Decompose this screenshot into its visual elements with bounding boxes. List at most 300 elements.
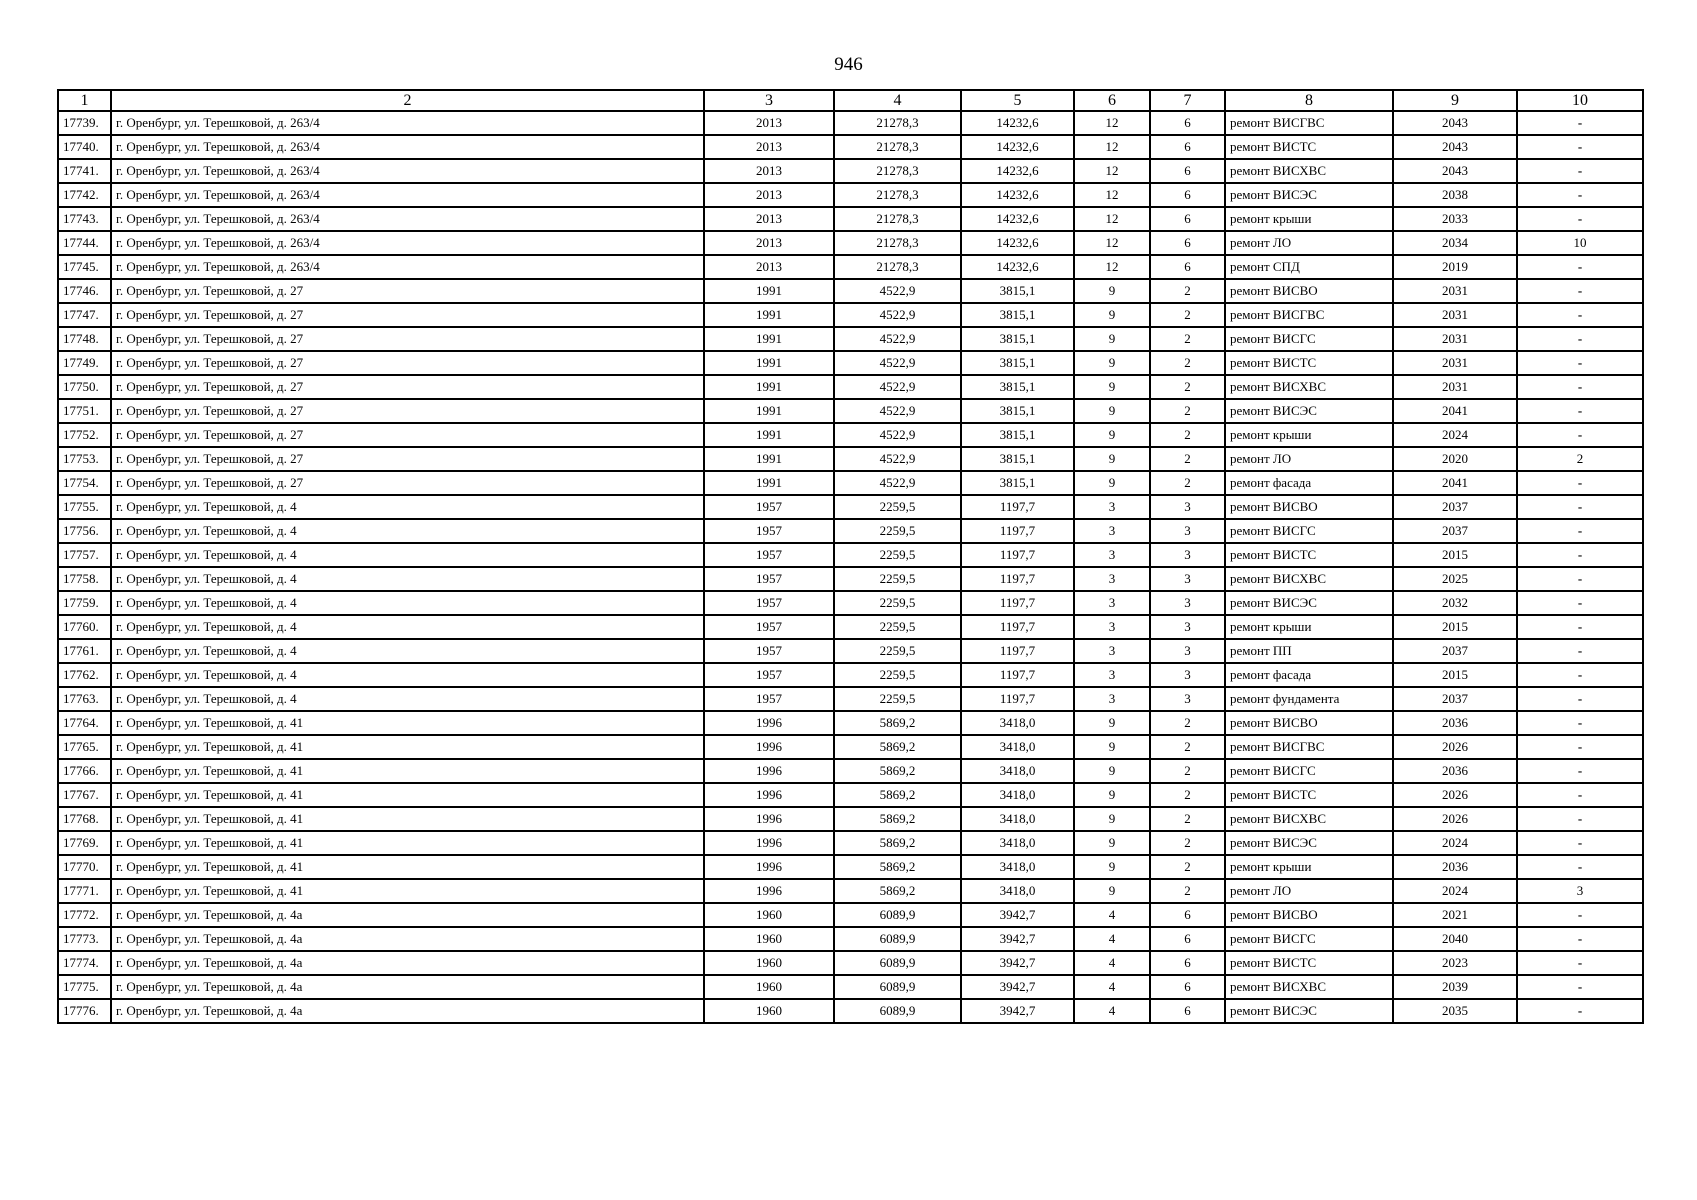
cell-year-built: 1960: [704, 927, 834, 951]
cell-extra: -: [1517, 783, 1643, 807]
cell-floors: 9: [1074, 711, 1150, 735]
cell-living-area: 1197,7: [961, 495, 1074, 519]
cell-living-area: 1197,7: [961, 567, 1074, 591]
cell-living-area: 3942,7: [961, 951, 1074, 975]
cell-extra: -: [1517, 687, 1643, 711]
cell-planned-year: 2026: [1393, 735, 1517, 759]
cell-entrances: 3: [1150, 639, 1225, 663]
cell-living-area: 3815,1: [961, 303, 1074, 327]
cell-address: г. Оренбург, ул. Терешковой, д. 41: [111, 879, 704, 903]
table-row: [58, 663, 1643, 687]
cell-row-number: 17771.: [58, 879, 111, 903]
column-header: 1: [58, 90, 111, 111]
table-row: [58, 231, 1643, 255]
cell-year-built: 1996: [704, 783, 834, 807]
cell-living-area: 1197,7: [961, 591, 1074, 615]
cell-living-area: 3418,0: [961, 759, 1074, 783]
cell-floors: 3: [1074, 519, 1150, 543]
cell-year-built: 1991: [704, 327, 834, 351]
cell-year-built: 2013: [704, 111, 834, 135]
cell-year-built: 2013: [704, 159, 834, 183]
cell-floors: 3: [1074, 543, 1150, 567]
cell-extra: -: [1517, 399, 1643, 423]
table-row: [58, 447, 1643, 471]
cell-living-area: 3942,7: [961, 999, 1074, 1023]
cell-year-built: 1957: [704, 639, 834, 663]
cell-row-number: 17774.: [58, 951, 111, 975]
cell-planned-year: 2023: [1393, 951, 1517, 975]
column-header: 3: [704, 90, 834, 111]
cell-total-area: 5869,2: [834, 783, 961, 807]
cell-planned-year: 2036: [1393, 711, 1517, 735]
table-row: [58, 303, 1643, 327]
table-row: [58, 207, 1643, 231]
cell-year-built: 1960: [704, 903, 834, 927]
cell-year-built: 1957: [704, 615, 834, 639]
cell-row-number: 17763.: [58, 687, 111, 711]
cell-floors: 9: [1074, 783, 1150, 807]
cell-year-built: 1991: [704, 447, 834, 471]
cell-year-built: 1957: [704, 663, 834, 687]
cell-address: г. Оренбург, ул. Терешковой, д. 27: [111, 327, 704, 351]
cell-address: г. Оренбург, ул. Терешковой, д. 4: [111, 687, 704, 711]
cell-total-area: 4522,9: [834, 375, 961, 399]
cell-entrances: 6: [1150, 951, 1225, 975]
cell-planned-year: 2024: [1393, 831, 1517, 855]
cell-row-number: 17745.: [58, 255, 111, 279]
cell-floors: 9: [1074, 351, 1150, 375]
table-row: [58, 951, 1643, 975]
header-row: [58, 90, 1643, 111]
cell-floors: 9: [1074, 471, 1150, 495]
cell-row-number: 17757.: [58, 543, 111, 567]
cell-floors: 9: [1074, 855, 1150, 879]
cell-living-area: 3815,1: [961, 327, 1074, 351]
cell-work-type: ремонт ВИСВО: [1225, 903, 1393, 927]
table-row: [58, 567, 1643, 591]
cell-floors: 3: [1074, 591, 1150, 615]
cell-extra: -: [1517, 903, 1643, 927]
column-header: 6: [1074, 90, 1150, 111]
cell-total-area: 2259,5: [834, 663, 961, 687]
cell-living-area: 14232,6: [961, 183, 1074, 207]
cell-work-type: ремонт ВИСГВС: [1225, 111, 1393, 135]
table-row: [58, 375, 1643, 399]
cell-living-area: 3418,0: [961, 735, 1074, 759]
cell-work-type: ремонт ВИСХВС: [1225, 807, 1393, 831]
cell-living-area: 3942,7: [961, 927, 1074, 951]
cell-work-type: ремонт ВИСВО: [1225, 711, 1393, 735]
cell-work-type: ремонт фасада: [1225, 663, 1393, 687]
cell-living-area: 3418,0: [961, 855, 1074, 879]
cell-total-area: 4522,9: [834, 303, 961, 327]
table-row: [58, 639, 1643, 663]
cell-row-number: 17742.: [58, 183, 111, 207]
cell-entrances: 3: [1150, 663, 1225, 687]
cell-work-type: ремонт ВИСХВС: [1225, 975, 1393, 999]
cell-row-number: 17755.: [58, 495, 111, 519]
cell-living-area: 3815,1: [961, 471, 1074, 495]
cell-floors: 3: [1074, 615, 1150, 639]
cell-row-number: 17754.: [58, 471, 111, 495]
cell-row-number: 17761.: [58, 639, 111, 663]
cell-living-area: 14232,6: [961, 231, 1074, 255]
cell-extra: -: [1517, 255, 1643, 279]
table-row: [58, 159, 1643, 183]
cell-work-type: ремонт ВИСХВС: [1225, 567, 1393, 591]
cell-living-area: 3815,1: [961, 279, 1074, 303]
cell-work-type: ремонт ВИСГВС: [1225, 735, 1393, 759]
cell-extra: -: [1517, 279, 1643, 303]
cell-address: г. Оренбург, ул. Терешковой, д. 263/4: [111, 159, 704, 183]
cell-planned-year: 2040: [1393, 927, 1517, 951]
cell-total-area: 6089,9: [834, 975, 961, 999]
cell-planned-year: 2036: [1393, 855, 1517, 879]
cell-living-area: 14232,6: [961, 159, 1074, 183]
cell-living-area: 1197,7: [961, 663, 1074, 687]
cell-extra: -: [1517, 567, 1643, 591]
cell-entrances: 6: [1150, 999, 1225, 1023]
cell-planned-year: 2015: [1393, 615, 1517, 639]
cell-work-type: ремонт СПД: [1225, 255, 1393, 279]
cell-total-area: 2259,5: [834, 519, 961, 543]
cell-entrances: 6: [1150, 927, 1225, 951]
cell-entrances: 6: [1150, 207, 1225, 231]
cell-planned-year: 2031: [1393, 351, 1517, 375]
cell-extra: -: [1517, 207, 1643, 231]
cell-total-area: 5869,2: [834, 807, 961, 831]
cell-extra: -: [1517, 759, 1643, 783]
cell-total-area: 2259,5: [834, 495, 961, 519]
cell-work-type: ремонт ВИСЭС: [1225, 183, 1393, 207]
cell-total-area: 2259,5: [834, 543, 961, 567]
cell-extra: -: [1517, 927, 1643, 951]
cell-total-area: 6089,9: [834, 999, 961, 1023]
table-row: [58, 879, 1643, 903]
cell-living-area: 1197,7: [961, 519, 1074, 543]
table-row: [58, 711, 1643, 735]
cell-address: г. Оренбург, ул. Терешковой, д. 4: [111, 615, 704, 639]
cell-extra: -: [1517, 807, 1643, 831]
cell-planned-year: 2033: [1393, 207, 1517, 231]
cell-entrances: 2: [1150, 399, 1225, 423]
table-row: [58, 975, 1643, 999]
cell-total-area: 2259,5: [834, 639, 961, 663]
column-header: 9: [1393, 90, 1517, 111]
cell-extra: -: [1517, 183, 1643, 207]
cell-floors: 3: [1074, 687, 1150, 711]
cell-floors: 3: [1074, 639, 1150, 663]
table-row: [58, 111, 1643, 135]
cell-floors: 9: [1074, 423, 1150, 447]
cell-address: г. Оренбург, ул. Терешковой, д. 27: [111, 399, 704, 423]
cell-extra: -: [1517, 111, 1643, 135]
cell-living-area: 3815,1: [961, 423, 1074, 447]
cell-year-built: 1957: [704, 591, 834, 615]
cell-entrances: 2: [1150, 783, 1225, 807]
cell-planned-year: 2037: [1393, 495, 1517, 519]
cell-living-area: 3815,1: [961, 375, 1074, 399]
cell-entrances: 6: [1150, 135, 1225, 159]
cell-address: г. Оренбург, ул. Терешковой, д. 41: [111, 711, 704, 735]
cell-floors: 4: [1074, 951, 1150, 975]
cell-total-area: 2259,5: [834, 591, 961, 615]
cell-address: г. Оренбург, ул. Терешковой, д. 27: [111, 471, 704, 495]
cell-total-area: 21278,3: [834, 135, 961, 159]
cell-total-area: 21278,3: [834, 207, 961, 231]
cell-planned-year: 2015: [1393, 543, 1517, 567]
cell-row-number: 17756.: [58, 519, 111, 543]
cell-floors: 9: [1074, 807, 1150, 831]
cell-row-number: 17769.: [58, 831, 111, 855]
cell-work-type: ремонт ВИСТС: [1225, 351, 1393, 375]
cell-entrances: 6: [1150, 903, 1225, 927]
cell-total-area: 5869,2: [834, 711, 961, 735]
cell-extra: -: [1517, 159, 1643, 183]
cell-address: г. Оренбург, ул. Терешковой, д. 4а: [111, 975, 704, 999]
cell-entrances: 6: [1150, 255, 1225, 279]
cell-living-area: 14232,6: [961, 207, 1074, 231]
cell-address: г. Оренбург, ул. Терешковой, д. 263/4: [111, 183, 704, 207]
cell-year-built: 2013: [704, 255, 834, 279]
cell-work-type: ремонт ВИСХВС: [1225, 375, 1393, 399]
cell-work-type: ремонт ВИСЭС: [1225, 831, 1393, 855]
cell-address: г. Оренбург, ул. Терешковой, д. 263/4: [111, 255, 704, 279]
cell-work-type: ремонт фундамента: [1225, 687, 1393, 711]
cell-work-type: ремонт ВИСЭС: [1225, 399, 1393, 423]
cell-floors: 3: [1074, 567, 1150, 591]
table-body: [58, 111, 1643, 1023]
registry-table: [57, 89, 1644, 1024]
cell-total-area: 5869,2: [834, 831, 961, 855]
cell-extra: 2: [1517, 447, 1643, 471]
cell-work-type: ремонт ВИСЭС: [1225, 591, 1393, 615]
cell-row-number: 17744.: [58, 231, 111, 255]
cell-work-type: ремонт ВИСТС: [1225, 783, 1393, 807]
cell-address: г. Оренбург, ул. Терешковой, д. 4а: [111, 927, 704, 951]
cell-address: г. Оренбург, ул. Терешковой, д. 4: [111, 495, 704, 519]
cell-floors: 12: [1074, 231, 1150, 255]
cell-floors: 9: [1074, 327, 1150, 351]
cell-row-number: 17770.: [58, 855, 111, 879]
cell-entrances: 2: [1150, 831, 1225, 855]
cell-total-area: 6089,9: [834, 951, 961, 975]
cell-year-built: 2013: [704, 135, 834, 159]
cell-year-built: 2013: [704, 183, 834, 207]
cell-planned-year: 2024: [1393, 423, 1517, 447]
cell-living-area: 3418,0: [961, 783, 1074, 807]
cell-entrances: 2: [1150, 351, 1225, 375]
cell-address: г. Оренбург, ул. Терешковой, д. 27: [111, 279, 704, 303]
table-row: [58, 783, 1643, 807]
cell-extra: 3: [1517, 879, 1643, 903]
cell-entrances: 2: [1150, 279, 1225, 303]
cell-row-number: 17746.: [58, 279, 111, 303]
cell-living-area: 3815,1: [961, 351, 1074, 375]
cell-planned-year: 2026: [1393, 807, 1517, 831]
cell-entrances: 2: [1150, 423, 1225, 447]
table-row: [58, 903, 1643, 927]
cell-work-type: ремонт ВИСВО: [1225, 279, 1393, 303]
cell-entrances: 3: [1150, 495, 1225, 519]
cell-total-area: 21278,3: [834, 255, 961, 279]
table-row: [58, 183, 1643, 207]
cell-planned-year: 2035: [1393, 999, 1517, 1023]
cell-work-type: ремонт ВИСВО: [1225, 495, 1393, 519]
cell-entrances: 6: [1150, 159, 1225, 183]
cell-row-number: 17753.: [58, 447, 111, 471]
cell-entrances: 6: [1150, 111, 1225, 135]
cell-row-number: 17775.: [58, 975, 111, 999]
cell-living-area: 1197,7: [961, 687, 1074, 711]
cell-floors: 9: [1074, 831, 1150, 855]
cell-row-number: 17772.: [58, 903, 111, 927]
cell-living-area: 3815,1: [961, 447, 1074, 471]
cell-living-area: 14232,6: [961, 111, 1074, 135]
cell-total-area: 4522,9: [834, 399, 961, 423]
cell-year-built: 1991: [704, 351, 834, 375]
cell-entrances: 2: [1150, 327, 1225, 351]
cell-living-area: 3418,0: [961, 807, 1074, 831]
cell-floors: 4: [1074, 999, 1150, 1023]
cell-total-area: 5869,2: [834, 759, 961, 783]
cell-extra: -: [1517, 951, 1643, 975]
table-row: [58, 399, 1643, 423]
cell-work-type: ремонт ВИСГС: [1225, 759, 1393, 783]
cell-year-built: 1996: [704, 807, 834, 831]
cell-floors: 12: [1074, 159, 1150, 183]
table-row: [58, 591, 1643, 615]
cell-address: г. Оренбург, ул. Терешковой, д. 4: [111, 567, 704, 591]
cell-entrances: 2: [1150, 303, 1225, 327]
cell-extra: -: [1517, 543, 1643, 567]
cell-planned-year: 2019: [1393, 255, 1517, 279]
cell-floors: 12: [1074, 255, 1150, 279]
cell-floors: 9: [1074, 279, 1150, 303]
cell-extra: -: [1517, 831, 1643, 855]
column-header: 4: [834, 90, 961, 111]
cell-entrances: 2: [1150, 375, 1225, 399]
page-number: 946: [834, 54, 863, 75]
cell-floors: 12: [1074, 207, 1150, 231]
cell-row-number: 17747.: [58, 303, 111, 327]
table-row: [58, 831, 1643, 855]
cell-extra: -: [1517, 663, 1643, 687]
cell-address: г. Оренбург, ул. Терешковой, д. 4: [111, 519, 704, 543]
cell-planned-year: 2031: [1393, 279, 1517, 303]
cell-planned-year: 2043: [1393, 159, 1517, 183]
cell-row-number: 17759.: [58, 591, 111, 615]
cell-total-area: 4522,9: [834, 471, 961, 495]
cell-extra: -: [1517, 711, 1643, 735]
cell-total-area: 21278,3: [834, 111, 961, 135]
cell-entrances: 2: [1150, 735, 1225, 759]
cell-extra: -: [1517, 471, 1643, 495]
cell-floors: 9: [1074, 399, 1150, 423]
cell-entrances: 3: [1150, 591, 1225, 615]
cell-planned-year: 2041: [1393, 471, 1517, 495]
cell-planned-year: 2037: [1393, 639, 1517, 663]
cell-year-built: 1996: [704, 711, 834, 735]
cell-entrances: 2: [1150, 471, 1225, 495]
table-row: [58, 423, 1643, 447]
cell-planned-year: 2025: [1393, 567, 1517, 591]
cell-year-built: 1991: [704, 375, 834, 399]
column-header: 8: [1225, 90, 1393, 111]
cell-extra: -: [1517, 423, 1643, 447]
cell-work-type: ремонт ВИСГС: [1225, 927, 1393, 951]
cell-planned-year: 2043: [1393, 135, 1517, 159]
cell-address: г. Оренбург, ул. Терешковой, д. 41: [111, 735, 704, 759]
cell-entrances: 2: [1150, 807, 1225, 831]
cell-row-number: 17752.: [58, 423, 111, 447]
cell-address: г. Оренбург, ул. Терешковой, д. 4: [111, 591, 704, 615]
cell-living-area: 3418,0: [961, 711, 1074, 735]
cell-planned-year: 2031: [1393, 375, 1517, 399]
column-header: 10: [1517, 90, 1643, 111]
cell-work-type: ремонт фасада: [1225, 471, 1393, 495]
cell-work-type: ремонт крыши: [1225, 855, 1393, 879]
cell-row-number: 17743.: [58, 207, 111, 231]
table-row: [58, 687, 1643, 711]
cell-total-area: 6089,9: [834, 903, 961, 927]
cell-planned-year: 2024: [1393, 879, 1517, 903]
cell-row-number: 17741.: [58, 159, 111, 183]
cell-living-area: 1197,7: [961, 543, 1074, 567]
cell-year-built: 1996: [704, 831, 834, 855]
table-row: [58, 807, 1643, 831]
cell-total-area: 6089,9: [834, 927, 961, 951]
cell-year-built: 1996: [704, 855, 834, 879]
cell-extra: -: [1517, 591, 1643, 615]
cell-row-number: 17765.: [58, 735, 111, 759]
cell-extra: -: [1517, 135, 1643, 159]
table-row: [58, 351, 1643, 375]
cell-entrances: 3: [1150, 519, 1225, 543]
cell-entrances: 3: [1150, 615, 1225, 639]
cell-total-area: 4522,9: [834, 423, 961, 447]
cell-year-built: 2013: [704, 231, 834, 255]
cell-living-area: 1197,7: [961, 615, 1074, 639]
cell-planned-year: 2041: [1393, 399, 1517, 423]
cell-work-type: ремонт ЛО: [1225, 447, 1393, 471]
cell-work-type: ремонт ВИСГВС: [1225, 303, 1393, 327]
cell-floors: 9: [1074, 735, 1150, 759]
cell-extra: -: [1517, 735, 1643, 759]
cell-year-built: 1957: [704, 495, 834, 519]
cell-total-area: 5869,2: [834, 879, 961, 903]
cell-year-built: 1991: [704, 423, 834, 447]
cell-work-type: ремонт ПП: [1225, 639, 1393, 663]
cell-total-area: 5869,2: [834, 855, 961, 879]
cell-floors: 9: [1074, 759, 1150, 783]
cell-total-area: 5869,2: [834, 735, 961, 759]
table-row: [58, 279, 1643, 303]
table-row: [58, 135, 1643, 159]
cell-year-built: 1957: [704, 687, 834, 711]
table-row: [58, 615, 1643, 639]
table-row: [58, 855, 1643, 879]
cell-row-number: 17768.: [58, 807, 111, 831]
cell-entrances: 2: [1150, 447, 1225, 471]
cell-total-area: 2259,5: [834, 567, 961, 591]
cell-floors: 9: [1074, 447, 1150, 471]
cell-year-built: 1991: [704, 303, 834, 327]
cell-year-built: 1960: [704, 951, 834, 975]
cell-planned-year: 2038: [1393, 183, 1517, 207]
cell-row-number: 17758.: [58, 567, 111, 591]
cell-row-number: 17740.: [58, 135, 111, 159]
